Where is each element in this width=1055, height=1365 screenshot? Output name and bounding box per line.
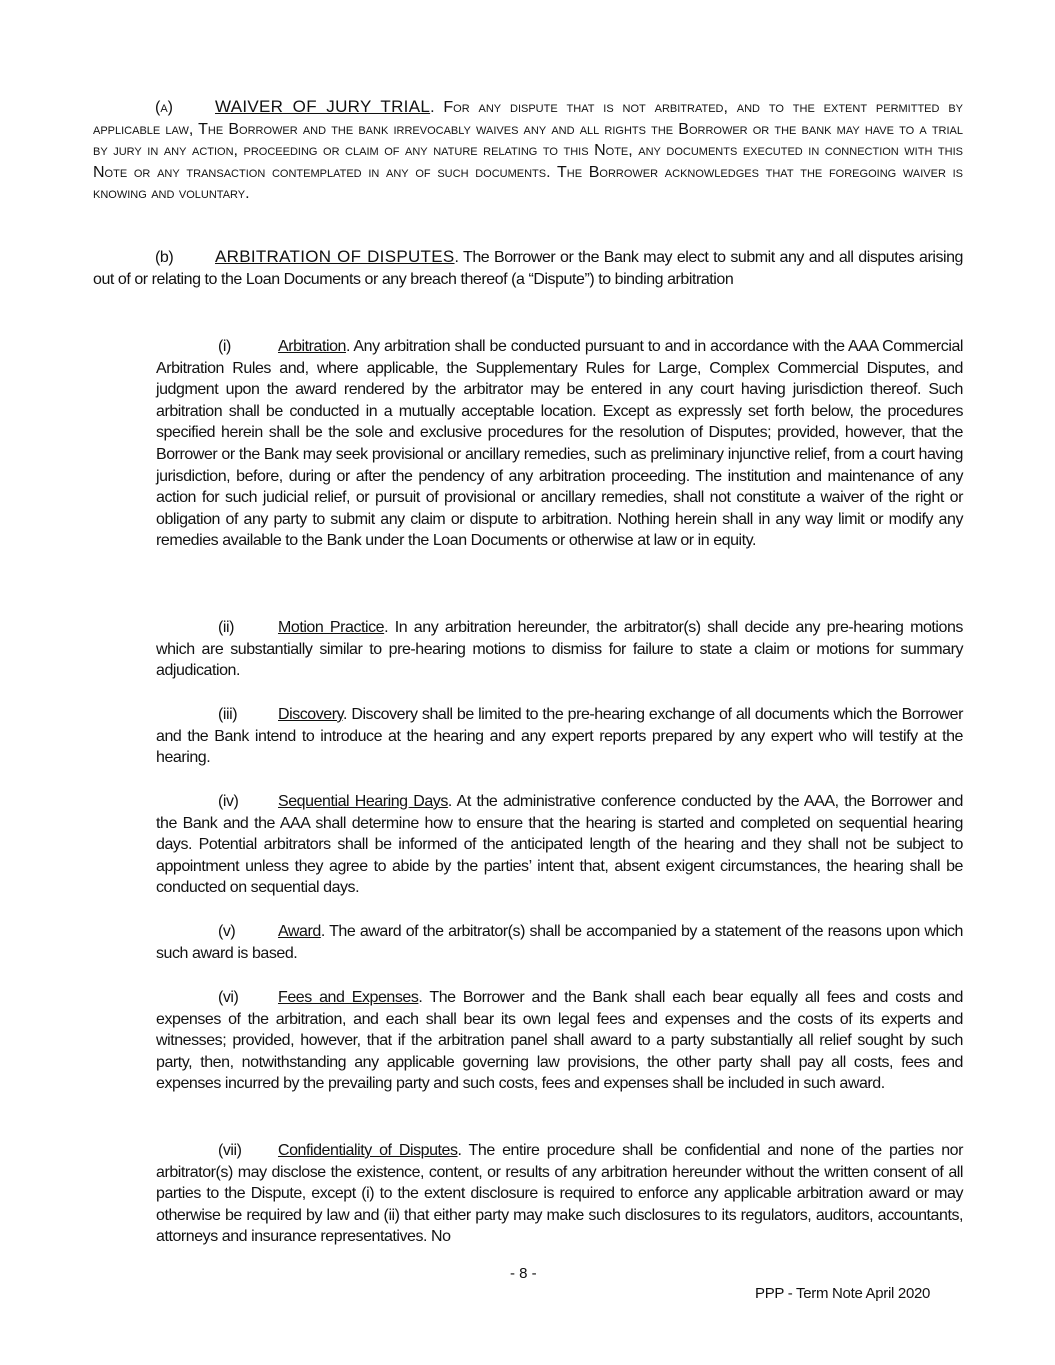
subsection-heading: Discovery [278,706,343,723]
section-marker: (b) [155,249,174,266]
subsection-body: . Any arbitration shall be conducted pursuant to and in accordance with the AAA Commercial Arbitration Rules and, where applicable, the Supplementary Rules for Large, Complex Commercial Disputes, and judgment upon the award rendered by the arbitrator may be entered in any court having jurisdiction thereof. Such arbitration shall be conducted in a mutually acceptable location. Except as expressly set forth below, the procedures specified herein shall be the sole and exclusive procedures for the resolution of Disputes; provided, however, that the Borrower or the Bank may seek provisional or ancillary remedies, such as preliminary injunctive relief, from a court having jurisdiction, before, during or after the pendency of any arbitration proceeding. The institution and maintenance of any action for such judicial relief, or pursuit of provisional or ancillary remedies, shall not constitute a waiver of the right or obligation of any party to submit any claim or dispute to arbitration. Nothing herein shall in any way limit or modify any remedies available to the Bank under the Loan Documents or otherwise at law or in equity. [156,338,963,550]
subsection-confidentiality-of-disputes [156,1140,963,1248]
subsection-marker: (v) [218,923,236,940]
subsection-motion-practice [156,617,963,682]
subsection-marker: (iv) [218,793,239,810]
subsection-marker: (vii) [218,1142,242,1159]
section-body: . The Borrower or the Bank may elect to submit any and all disputes arising out of or relating to the Loan Documents or any breach thereof (a “Dispute”) to binding arbitration [93,249,963,288]
subsection-fees-and-expenses [156,987,963,1095]
subsection-heading: Motion Practice [278,619,385,636]
subsection-discovery [156,704,963,769]
subsection-body: . Discovery shall be limited to the pre-hearing exchange of all documents which the Borrower and the Bank intend to introduce at the hearing and any expert reports prepared by any expert who will testify at the hearing. [156,706,963,767]
subsection-heading: Fees and Expenses [278,989,419,1006]
subsection-arbitration [156,336,963,552]
subsection-heading: Confidentiality of Disputes [278,1142,458,1159]
subsection-heading: Sequential Hearing Days [278,793,448,810]
page-number: - 8 - [510,1265,537,1282]
section-marker: (a) [155,99,173,116]
subsection-heading: Award [278,923,321,940]
document-footer-id: PPP - Term Note April 2020 [755,1285,931,1302]
subsection-marker: (vi) [218,989,239,1006]
section-body: . For any dispute that is not arbitrated, and to the extent permitted by applicable law, The Borrower and the bank irrevocably waives any and all rights the Borrower or the bank may have to a trial by jury in any action, proceeding or claim of any nature relating to this Note, any documents executed in connection with this Note or any transaction contemplated in any of such documents. The Borrower acknowledges that the foregoing waiver is knowing and voluntary. [93,99,963,203]
subsection-marker: (iii) [218,706,238,723]
section-heading: ARBITRATION OF DISPUTES [215,247,455,266]
subsection-body: . The award of the arbitrator(s) shall be accompanied by a statement of the reasons upon which such award is based. [156,923,963,962]
subsection-marker: (ii) [218,619,234,636]
section-heading: WAIVER OF JURY TRIAL [215,97,431,116]
subsection-body: . The Borrower and the Bank shall each bear equally all fees and costs and expenses of the arbitration, and each shall bear its own legal fees and expenses and the costs of its experts and witnesses; provided, however, that if the arbitration panel shall award to a party substantially all relief sought by such party, then, notwithstanding any applicable governing law provisions, the other party shall pay all costs, fees and expenses incurred by the prevailing party and such costs, fees and expenses shall be included in such award. [156,989,963,1093]
subsection-heading: Arbitration [278,338,346,355]
subsection-marker: (i) [218,338,231,355]
subsection-body: . In any arbitration hereunder, the arbitrator(s) shall decide any pre-hearing motions which are substantially similar to pre-hearing motions to dismiss for failure to state a claim or motions for summary adjudication. [156,619,963,680]
section-a-waiver-of-jury-trial [93,96,963,205]
section-b-arbitration-of-disputes [93,246,963,290]
subsection-body: . At the administrative conference conducted by the AAA, the Borrower and the Bank and the AAA shall determine how to ensure that the hearing is started and completed on sequential hearing days. Potential arbitrators shall be informed of the anticipated length of the hearing and they shall not be subject to appointment unless they agree to abide by the parties’ intent that, absent exigent circumstances, the hearing shall be conducted on sequential days. [156,793,963,897]
subsection-sequential-hearing-days [156,791,963,899]
subsection-body: . The entire procedure shall be confidential and none of the parties nor arbitrator(s) may disclose the existence, content, or results of any arbitration hereunder without the written consent of all parties to the Dispute, except (i) to the extent disclosure is required to enforce any applicable arbitration award or may otherwise be required by law and (ii) that either party may make such disclosures to its regulators, auditors, accountants, attorneys and insurance representatives. No [156,1142,963,1246]
subsection-award [156,921,963,964]
